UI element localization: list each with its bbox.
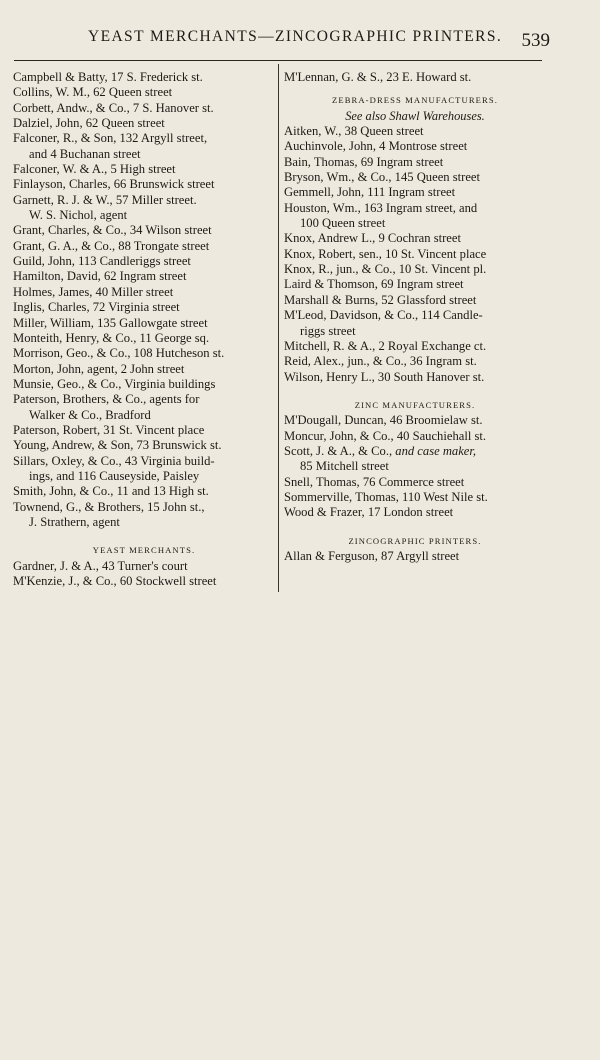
list-item: Wood & Frazer, 17 London street bbox=[284, 505, 454, 520]
list-item: Knox, Robert, sen., 10 St. Vincent place bbox=[284, 246, 487, 261]
section-heading-zinc-manufacturers: ZINC MANUFACTURERS. bbox=[354, 399, 476, 410]
list-item: Aitken, W., 38 Queen street bbox=[284, 124, 424, 139]
continuation-text: riggs street bbox=[300, 323, 356, 338]
list-item: Inglis, Charles, 72 Virginia street bbox=[13, 300, 180, 315]
list-item: Munsie, Geo., & Co., Virginia buildings bbox=[13, 376, 216, 391]
list-item: Finlayson, Charles, 66 Brunswick street bbox=[13, 177, 215, 192]
list-item: M'Dougall, Duncan, 46 Broomielaw st. bbox=[284, 413, 483, 428]
list-item: Gardner, J. & A., 43 Turner's court bbox=[13, 558, 188, 573]
list-item: Dalziel, John, 62 Queen street bbox=[13, 116, 165, 131]
list-item-continuation bbox=[284, 216, 546, 231]
list-item: Bryson, Wm., & Co., 145 Queen street bbox=[284, 170, 480, 185]
list-item-continuation bbox=[13, 408, 275, 423]
list-item: Knox, R., jun., & Co., 10 St. Vincent pl. bbox=[284, 262, 487, 277]
list-item: Corbett, Andw., & Co., 7 S. Hanover st. bbox=[13, 100, 214, 115]
running-title: YEAST MERCHANTS—ZINCOGRAPHIC PRINTERS. bbox=[88, 28, 503, 45]
list-item: M'Lennan, G. & S., 23 E. Howard st. bbox=[284, 70, 472, 84]
list-item: Houston, Wm., 163 Ingram street, and bbox=[284, 200, 478, 215]
list-item: Moncur, John, & Co., 40 Sauchiehall st. bbox=[284, 428, 487, 443]
section-heading-zebra-dress: ZEBRA-DRESS MANUFACTURERS. bbox=[332, 95, 498, 106]
list-item: Paterson, Robert, 31 St. Vincent place bbox=[13, 422, 205, 437]
list-item: Hamilton, David, 62 Ingram street bbox=[13, 269, 187, 284]
cross-reference-note: See also Shawl Warehouses. bbox=[345, 108, 485, 123]
continuation-text: 85 Mitchell street bbox=[300, 459, 389, 474]
list-item: Knox, Andrew L., 9 Cochran street bbox=[284, 231, 461, 246]
list-item bbox=[284, 444, 546, 459]
page-number: 539 bbox=[521, 30, 550, 51]
list-item: Laird & Thomson, 69 Ingram street bbox=[284, 277, 464, 292]
list-item: Allan & Ferguson, 87 Argyll street bbox=[284, 548, 460, 563]
list-item: Miller, William, 135 Gallowgate street bbox=[13, 315, 208, 330]
list-item-continuation bbox=[13, 515, 275, 530]
list-item: Auchinvole, John, 4 Montrose street bbox=[284, 139, 468, 154]
list-item: Mitchell, R. & A., 2 Royal Exchange ct. bbox=[284, 338, 487, 353]
list-item: Reid, Alex., jun., & Co., 36 Ingram st. bbox=[284, 354, 477, 369]
list-item: Grant, Charles, & Co., 34 Wilson street bbox=[13, 223, 212, 238]
list-item-continuation bbox=[13, 469, 275, 484]
list-item: Sillars, Oxley, & Co., 43 Virginia build- bbox=[13, 453, 215, 468]
list-item: Smith, John, & Co., 11 and 13 High st. bbox=[13, 484, 209, 499]
list-item: Townend, G., & Brothers, 15 John st., bbox=[13, 499, 205, 514]
continuation-text: Walker & Co., Bradford bbox=[29, 407, 151, 422]
list-item: M'Kenzie, J., & Co., 60 Stockwell street bbox=[13, 574, 217, 588]
continuation-text: 100 Queen street bbox=[300, 216, 386, 231]
list-item: Bain, Thomas, 69 Ingram street bbox=[284, 154, 444, 169]
list-item: Marshall & Burns, 52 Glassford street bbox=[284, 292, 477, 307]
list-item: Campbell & Batty, 17 S. Frederick st. bbox=[13, 70, 203, 84]
list-item: Sommerville, Thomas, 110 West Nile st. bbox=[284, 489, 488, 504]
continuation-text: J. Strathern, agent bbox=[29, 514, 120, 529]
list-item-continuation bbox=[284, 459, 546, 474]
entry-italic-text: and case maker, bbox=[395, 443, 477, 458]
entry-name-text: Scott, J. & A., & Co., bbox=[284, 443, 396, 458]
list-item: Grant, G. A., & Co., 88 Trongate street bbox=[13, 238, 210, 253]
column-divider bbox=[278, 64, 279, 592]
list-item: Holmes, James, 40 Miller street bbox=[13, 284, 174, 299]
list-item-continuation bbox=[284, 324, 546, 339]
section-heading-yeast-merchants: YEAST MERCHANTS. bbox=[92, 545, 196, 556]
continuation-text: W. S. Nichol, agent bbox=[29, 208, 128, 223]
section-heading-zincographic-printers: ZINCOGRAPHIC PRINTERS. bbox=[348, 535, 482, 546]
list-item: Snell, Thomas, 76 Commerce street bbox=[284, 474, 465, 489]
list-item: Gemmell, John, 111 Ingram street bbox=[284, 185, 456, 200]
list-item: Falconer, W. & A., 5 High street bbox=[13, 162, 176, 177]
header-rule bbox=[14, 60, 542, 61]
list-item: Guild, John, 113 Candleriggs street bbox=[13, 254, 191, 269]
list-item: Morrison, Geo., & Co., 108 Hutcheson st. bbox=[13, 346, 225, 361]
left-column bbox=[13, 70, 275, 589]
list-item: Young, Andrew, & Son, 73 Brunswick st. bbox=[13, 438, 222, 453]
list-item: Falconer, R., & Son, 132 Argyll street, bbox=[13, 131, 208, 146]
page-header bbox=[0, 26, 600, 56]
list-item: Morton, John, agent, 2 John street bbox=[13, 361, 185, 376]
right-column bbox=[284, 70, 546, 564]
list-item-continuation bbox=[13, 147, 275, 162]
list-item-continuation bbox=[13, 208, 275, 223]
list-item: Collins, W. M., 62 Queen street bbox=[13, 85, 173, 100]
list-item: Monteith, Henry, & Co., 11 George sq. bbox=[13, 330, 210, 345]
list-item: Wilson, Henry L., 30 South Hanover st. bbox=[284, 369, 485, 384]
list-item: M'Leod, Davidson, & Co., 114 Candle- bbox=[284, 308, 483, 323]
list-item: Paterson, Brothers, & Co., agents for bbox=[13, 392, 200, 407]
continuation-text: ings, and 116 Causeyside, Paisley bbox=[29, 468, 200, 483]
list-item: Garnett, R. J. & W., 57 Miller street. bbox=[13, 192, 197, 207]
continuation-text: and 4 Buchanan street bbox=[29, 146, 141, 161]
